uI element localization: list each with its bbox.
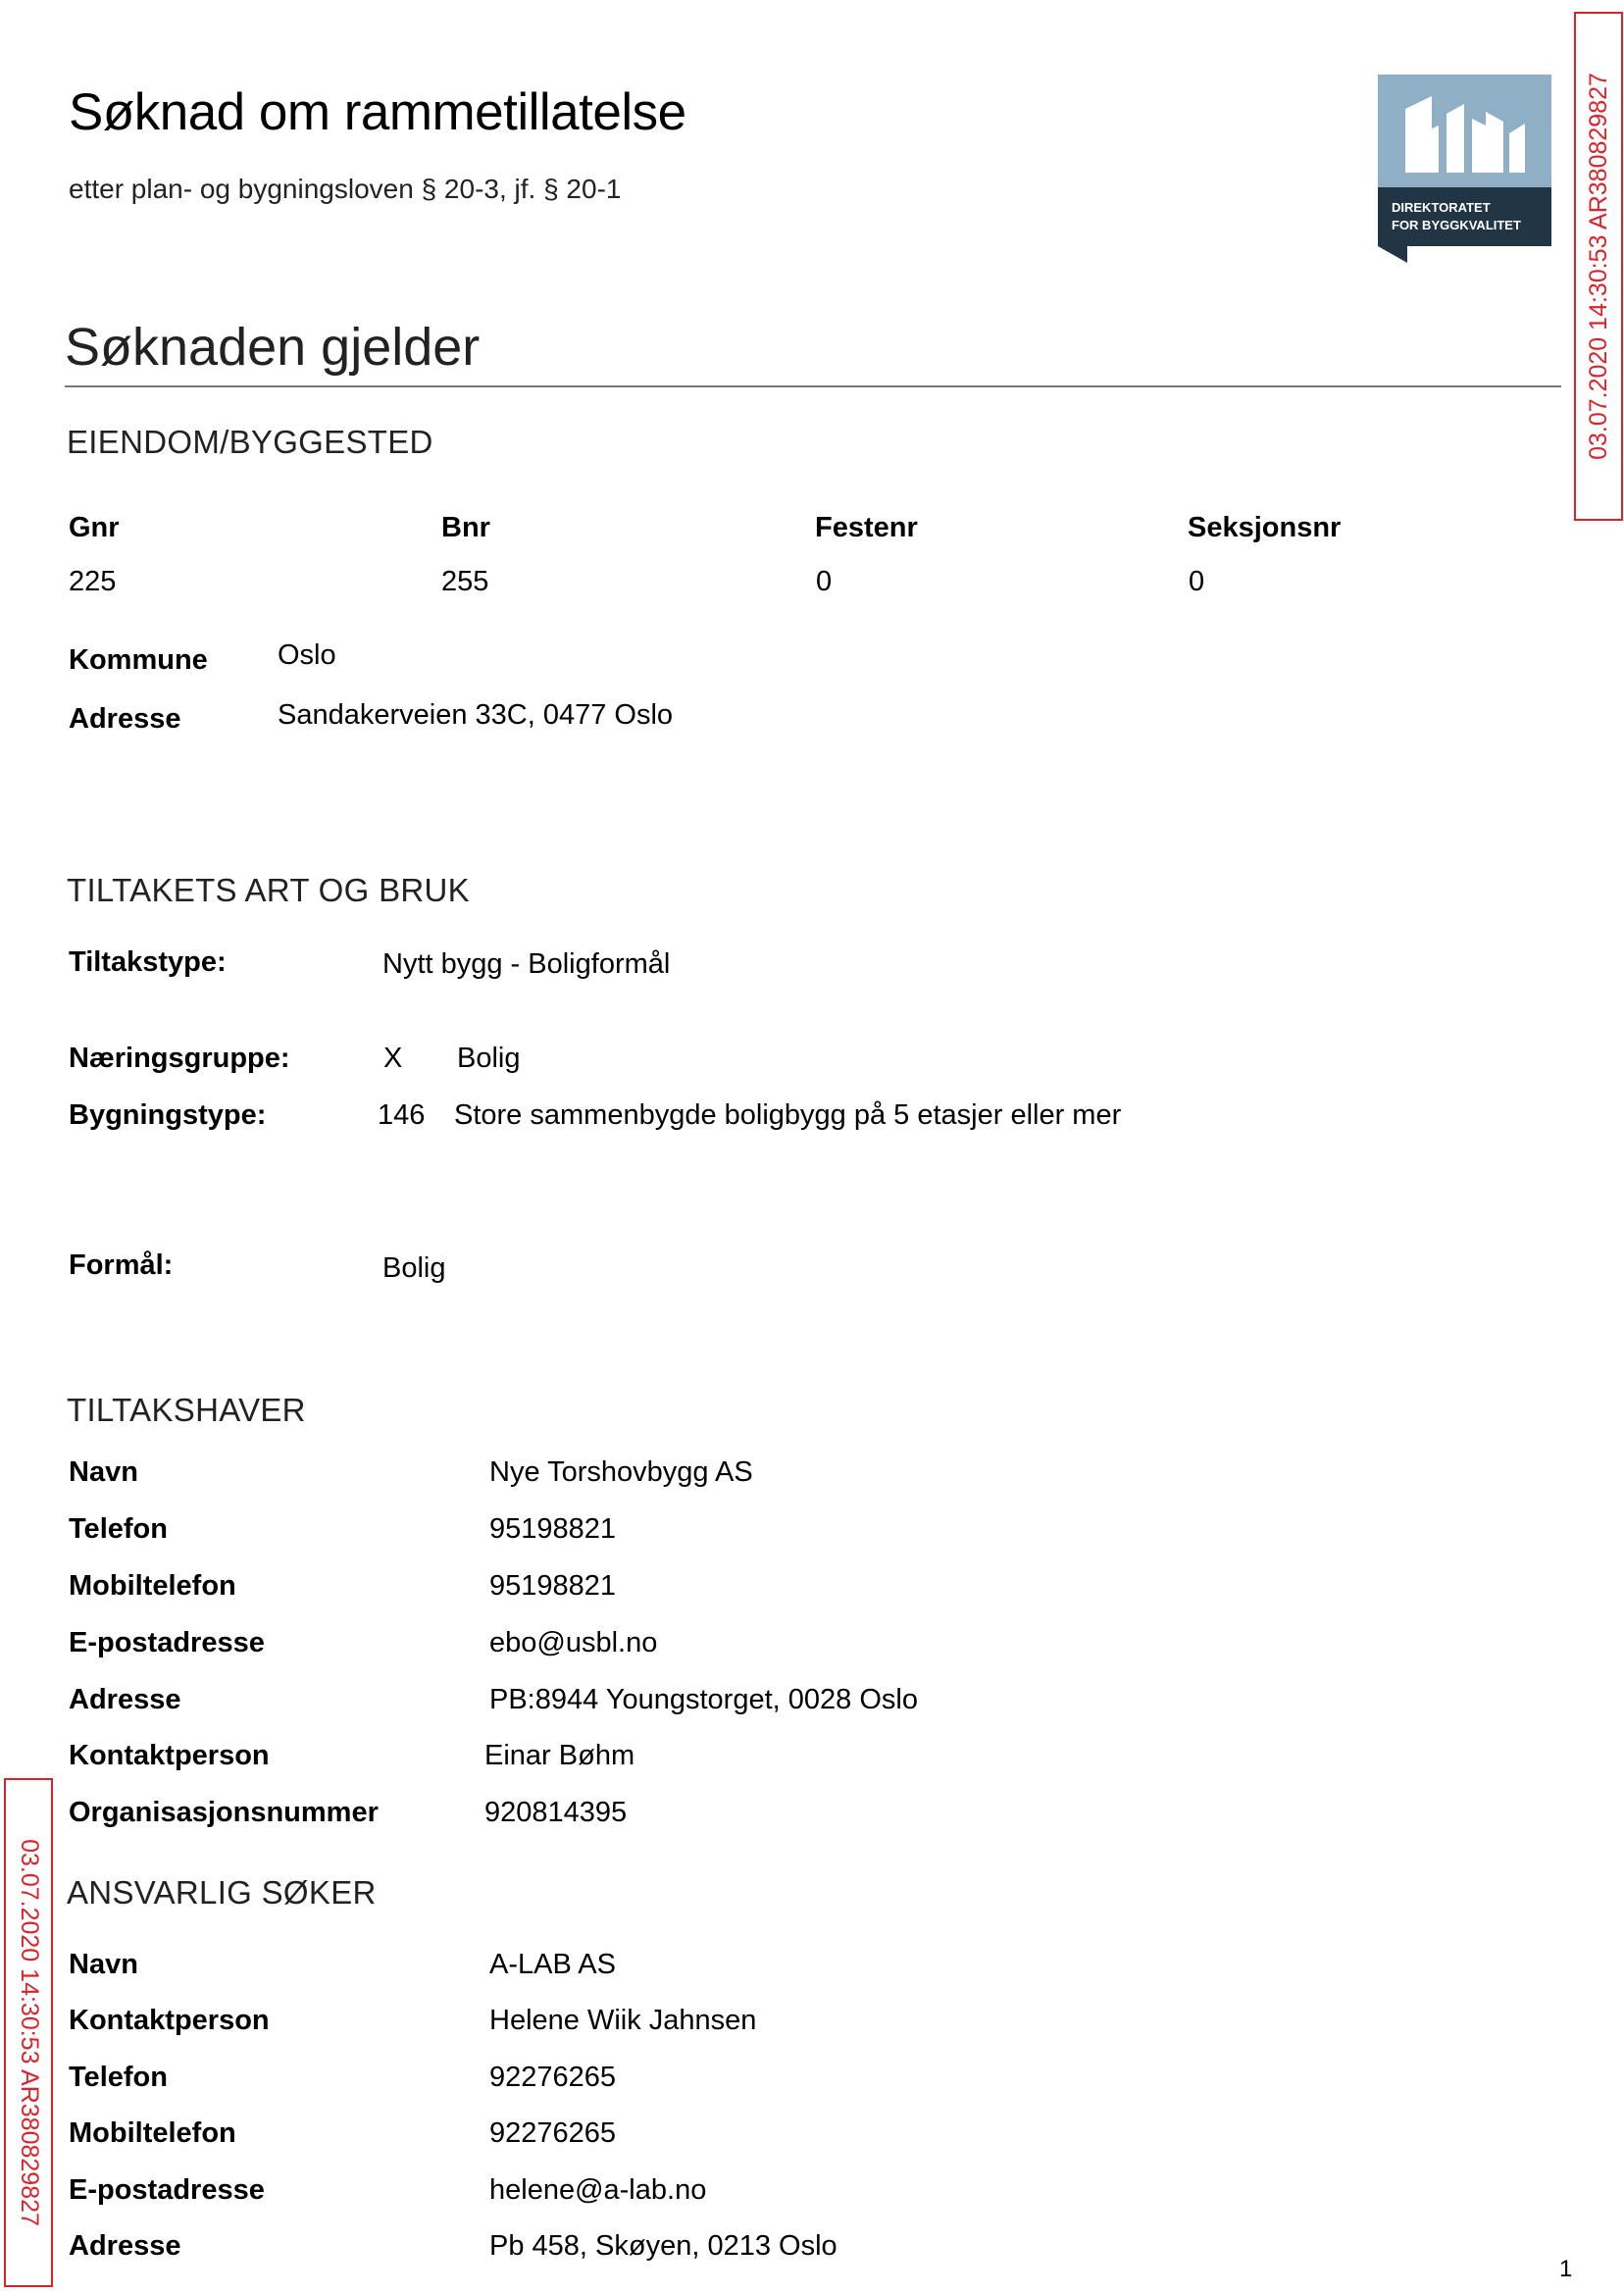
- as-mobil-label: Mobiltelefon: [69, 2117, 236, 2149]
- bygningstype-label: Bygningstype:: [69, 1099, 267, 1131]
- as-adresse-label: Adresse: [69, 2230, 181, 2262]
- as-telefon-value: 92276265: [489, 2062, 617, 2093]
- col-bnr-label: Bnr: [441, 512, 490, 543]
- received-stamp-bottom: [4, 1778, 53, 2287]
- adresse-value: Sandakerveien 33C, 0477 Oslo: [278, 699, 674, 731]
- tiltakstype-value: Nytt bygg - Boligformål: [382, 948, 671, 980]
- section-title: Søknaden gjelder: [65, 318, 481, 377]
- kommune-label: Kommune: [69, 644, 208, 676]
- col-seksjonsnr-label: Seksjonsnr: [1188, 512, 1342, 543]
- th-kontaktperson-value: Einar Bøhm: [484, 1740, 635, 1771]
- as-kontaktperson-label: Kontaktperson: [69, 2005, 270, 2036]
- as-mobil-value: 92276265: [489, 2117, 617, 2149]
- as-adresse-value: Pb 458, Skøyen, 0213 Oslo: [489, 2230, 837, 2262]
- th-orgnr-value: 920814395: [484, 1797, 628, 1828]
- th-kontaktperson-label: Kontaktperson: [69, 1740, 270, 1771]
- bygningstype-value: Store sammenbygde boligbygg på 5 etasjer eller mer: [454, 1099, 1122, 1131]
- bnr-value: 255: [441, 566, 489, 597]
- as-telefon-label: Telefon: [69, 2062, 168, 2093]
- bygningstype-code: 146: [378, 1099, 426, 1131]
- as-epost-label: E-postadresse: [69, 2174, 265, 2206]
- tiltakstype-label: Tiltakstype:: [69, 946, 227, 978]
- as-epost-value: helene@a-lab.no: [489, 2174, 707, 2206]
- th-adresse-value: PB:8944 Youngstorget, 0028 Oslo: [489, 1684, 918, 1715]
- naeringsgruppe-label: Næringsgruppe:: [69, 1043, 290, 1074]
- naeringsgruppe-code: X: [383, 1043, 403, 1074]
- th-mobil-value: 95198821: [489, 1570, 617, 1602]
- dibk-logo: [1378, 75, 1551, 263]
- adresse-label: Adresse: [69, 703, 181, 735]
- tiltak-heading: TILTAKETS ART OG BRUK: [67, 872, 470, 908]
- eiendom-heading: EIENDOM/BYGGESTED: [67, 424, 433, 460]
- formal-label: Formål:: [69, 1249, 174, 1281]
- section-divider: [65, 385, 1561, 387]
- document-subtitle: etter plan- og bygningsloven § 20-3, jf. § 20-1: [69, 174, 622, 204]
- th-telefon-label: Telefon: [69, 1513, 168, 1545]
- th-epost-value: ebo@usbl.no: [489, 1627, 658, 1658]
- ansvarlig-soker-heading: ANSVARLIG SØKER: [67, 1874, 377, 1911]
- tiltakshaver-heading: TILTAKSHAVER: [67, 1392, 306, 1428]
- dibk-logo-icon: [1378, 75, 1551, 263]
- received-stamp-bottom-text: 03.07.2020 14:30:53 AR380829827: [15, 1839, 43, 2226]
- logo-line2: FOR BYGGKVALITET: [1392, 218, 1521, 232]
- received-stamp-top: [1574, 12, 1623, 521]
- seksjonsnr-value: 0: [1189, 566, 1205, 597]
- kommune-value: Oslo: [278, 639, 336, 671]
- th-adresse-label: Adresse: [69, 1684, 181, 1715]
- formal-value: Bolig: [382, 1252, 446, 1284]
- received-stamp-top-text: 03.07.2020 14:30:53 AR380829827: [1584, 73, 1612, 460]
- th-navn-label: Navn: [69, 1456, 138, 1488]
- th-mobil-label: Mobiltelefon: [69, 1570, 236, 1602]
- gnr-value: 225: [69, 566, 117, 597]
- col-festenr-label: Festenr: [815, 512, 918, 543]
- naeringsgruppe-value: Bolig: [457, 1043, 521, 1074]
- as-kontaktperson-value: Helene Wiik Jahnsen: [489, 2005, 757, 2036]
- as-navn-value: A-LAB AS: [489, 1949, 616, 1980]
- th-navn-value: Nye Torshovbygg AS: [489, 1456, 753, 1488]
- th-telefon-value: 95198821: [489, 1513, 617, 1545]
- th-epost-label: E-postadresse: [69, 1627, 265, 1658]
- page-number: 1: [1559, 2256, 1573, 2282]
- festenr-value: 0: [816, 566, 833, 597]
- logo-line1: DIREKTORATET: [1392, 200, 1491, 215]
- th-orgnr-label: Organisasjonsnummer: [69, 1797, 379, 1828]
- as-navn-label: Navn: [69, 1949, 138, 1980]
- document-title: Søknad om rammetillatelse: [69, 83, 686, 141]
- col-gnr-label: Gnr: [69, 512, 120, 543]
